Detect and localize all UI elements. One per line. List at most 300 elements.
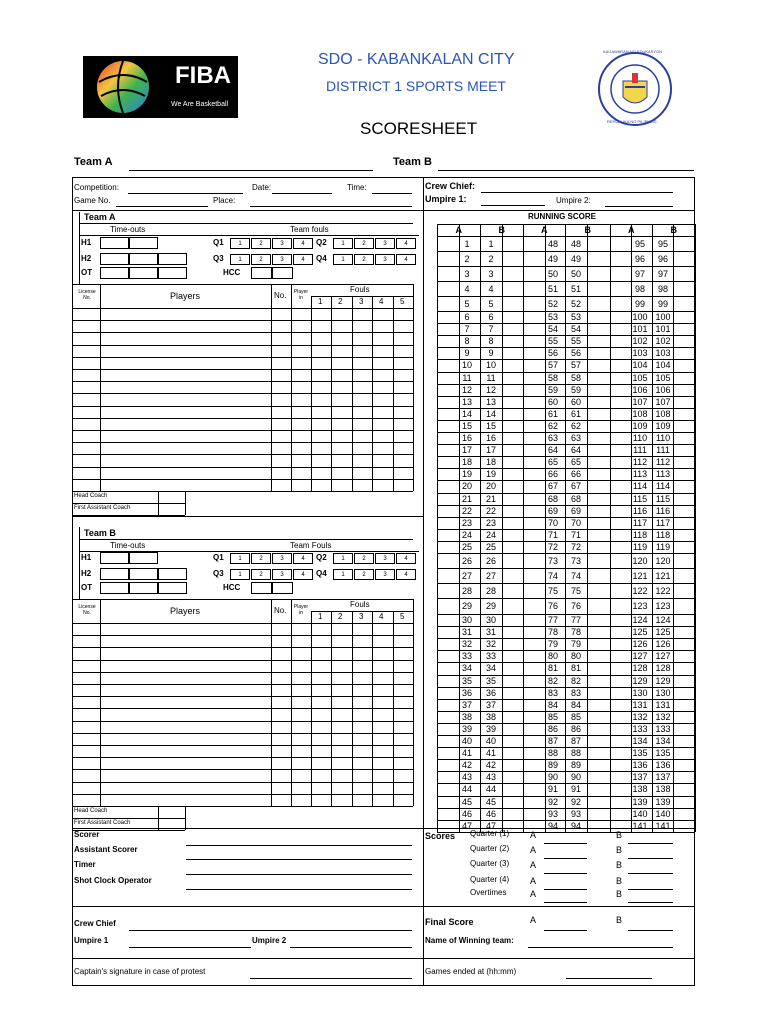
team-b-player-name-cell[interactable] (100, 769, 271, 781)
running-score-number-b[interactable]: 121 (655, 570, 671, 581)
running-score-number-b[interactable]: 6 (488, 312, 494, 323)
running-score-number-b[interactable]: 113 (655, 469, 671, 480)
running-score-number-b[interactable]: 19 (485, 469, 496, 480)
running-score-number-a[interactable]: 66 (547, 469, 558, 480)
running-score-number-a[interactable]: 56 (547, 348, 558, 359)
running-score-number-a[interactable]: 92 (547, 796, 558, 807)
team-b-player-name-cell[interactable] (100, 647, 271, 659)
final-score-a-field[interactable] (544, 930, 587, 931)
running-score-number-b[interactable]: 62 (570, 420, 581, 431)
running-score-number-b[interactable]: 58 (570, 372, 581, 383)
team-b-player-name-cell[interactable] (100, 733, 271, 745)
team-b-player-name-cell[interactable] (100, 745, 271, 757)
running-score-number-b[interactable]: 83 (570, 687, 581, 698)
team-a-q3-foul-box[interactable]: 2 (251, 254, 271, 265)
running-score-number-a[interactable]: 136 (632, 760, 648, 771)
running-score-number-a[interactable]: 41 (461, 748, 472, 759)
running-score-number-a[interactable]: 115 (632, 493, 648, 504)
running-score-number-a[interactable]: 42 (461, 760, 472, 771)
running-score-number-b[interactable]: 89 (570, 760, 581, 771)
team-a-q4-foul-box[interactable]: 3 (375, 254, 395, 265)
team-b-q3-foul-box[interactable]: 2 (251, 569, 271, 580)
running-score-number-a[interactable]: 113 (632, 469, 648, 480)
running-score-number-b[interactable]: 15 (485, 420, 496, 431)
running-score-number-b[interactable]: 110 (655, 433, 671, 444)
team-b-name-field[interactable] (438, 170, 694, 171)
running-score-number-a[interactable]: 45 (461, 796, 472, 807)
running-score-number-a[interactable]: 67 (547, 481, 558, 492)
running-score-number-b[interactable]: 38 (485, 711, 496, 722)
running-score-number-a[interactable]: 139 (632, 796, 648, 807)
running-score-number-a[interactable]: 44 (461, 784, 472, 795)
running-score-number-a[interactable]: 131 (632, 699, 648, 710)
running-score-number-a[interactable]: 22 (461, 505, 472, 516)
running-score-number-b[interactable]: 84 (570, 699, 581, 710)
umpire1-bottom-field[interactable] (129, 947, 251, 948)
running-score-number-a[interactable]: 3 (464, 268, 470, 279)
running-score-number-b[interactable]: 74 (570, 570, 581, 581)
running-score-number-b[interactable]: 35 (485, 675, 496, 686)
team-a-head-coach-field[interactable] (158, 491, 185, 503)
running-score-number-a[interactable]: 126 (632, 639, 648, 650)
team-b-q4-foul-box[interactable]: 3 (375, 569, 395, 580)
running-score-number-b[interactable]: 17 (485, 445, 496, 456)
team-b-ot-timeout-box[interactable] (100, 582, 129, 594)
running-score-number-a[interactable]: 83 (547, 687, 558, 698)
winning-team-field[interactable] (528, 947, 673, 948)
team-b-player-name-cell[interactable] (100, 757, 271, 769)
running-score-number-b[interactable]: 47 (485, 820, 496, 831)
running-score-number-b[interactable]: 5 (488, 298, 494, 309)
running-score-number-a[interactable]: 19 (461, 469, 472, 480)
running-score-number-a[interactable]: 137 (632, 772, 648, 783)
running-score-number-b[interactable]: 65 (570, 457, 581, 468)
running-score-number-a[interactable]: 39 (461, 723, 472, 734)
running-score-number-b[interactable]: 66 (570, 469, 581, 480)
running-score-number-b[interactable]: 140 (655, 808, 671, 819)
team-a-player-name-cell[interactable] (100, 393, 271, 405)
running-score-number-b[interactable]: 45 (485, 796, 496, 807)
running-score-number-b[interactable]: 51 (570, 283, 581, 294)
team-a-q1-foul-box[interactable]: 1 (230, 238, 250, 249)
running-score-number-b[interactable]: 119 (655, 541, 671, 552)
running-score-number-b[interactable]: 130 (655, 687, 671, 698)
running-score-number-a[interactable]: 98 (634, 283, 645, 294)
running-score-number-b[interactable]: 70 (570, 517, 581, 528)
team-b-player-name-cell[interactable] (100, 721, 271, 733)
running-score-number-a[interactable]: 89 (547, 760, 558, 771)
quarter-a-field[interactable] (544, 902, 587, 903)
team-a-q2-foul-box[interactable]: 1 (333, 238, 353, 249)
captain-signature-field[interactable] (250, 978, 412, 979)
team-a-q2-foul-box[interactable]: 4 (396, 238, 416, 249)
running-score-number-a[interactable]: 90 (547, 772, 558, 783)
running-score-number-a[interactable]: 77 (547, 615, 558, 626)
running-score-number-a[interactable]: 50 (547, 268, 558, 279)
running-score-number-a[interactable]: 8 (464, 336, 470, 347)
team-a-h1-timeout-box[interactable] (129, 237, 158, 249)
running-score-number-b[interactable]: 22 (485, 505, 496, 516)
running-score-number-a[interactable]: 125 (632, 627, 648, 638)
running-score-number-b[interactable]: 102 (655, 336, 671, 347)
running-score-number-a[interactable]: 16 (461, 433, 472, 444)
running-score-number-b[interactable]: 78 (570, 627, 581, 638)
team-a-player-name-cell[interactable] (100, 332, 271, 344)
running-score-number-b[interactable]: 127 (655, 651, 671, 662)
team-b-player-name-cell[interactable] (100, 660, 271, 672)
running-score-number-b[interactable]: 86 (570, 723, 581, 734)
running-score-number-b[interactable]: 92 (570, 796, 581, 807)
running-score-number-a[interactable]: 21 (461, 493, 472, 504)
running-score-number-b[interactable]: 136 (655, 760, 671, 771)
running-score-number-a[interactable]: 132 (632, 711, 648, 722)
running-score-number-a[interactable]: 105 (632, 372, 648, 383)
team-a-q1-foul-box[interactable]: 2 (251, 238, 271, 249)
running-score-number-b[interactable]: 50 (570, 268, 581, 279)
running-score-number-a[interactable]: 69 (547, 505, 558, 516)
running-score-number-a[interactable]: 116 (632, 505, 648, 516)
team-b-q3-foul-box[interactable]: 1 (230, 569, 250, 580)
team-a-player-name-cell[interactable] (100, 430, 271, 442)
running-score-number-a[interactable]: 99 (634, 298, 645, 309)
team-a-player-name-cell[interactable] (100, 369, 271, 381)
running-score-number-b[interactable]: 11 (486, 372, 496, 383)
running-score-number-b[interactable]: 98 (657, 283, 668, 294)
running-score-number-b[interactable]: 69 (570, 505, 581, 516)
running-score-number-a[interactable]: 26 (461, 555, 472, 566)
team-a-player-name-cell[interactable] (100, 479, 271, 491)
running-score-number-b[interactable]: 107 (655, 396, 671, 407)
running-score-number-a[interactable]: 71 (547, 529, 558, 540)
running-score-number-b[interactable]: 55 (570, 336, 581, 347)
scorer-field[interactable] (186, 845, 412, 846)
running-score-number-a[interactable]: 29 (461, 601, 472, 611)
quarter-a-field[interactable] (544, 889, 587, 890)
running-score-number-a[interactable]: 120 (632, 555, 648, 566)
running-score-number-a[interactable]: 93 (547, 808, 558, 819)
running-score-number-a[interactable]: 15 (461, 420, 472, 431)
running-score-number-a[interactable]: 46 (461, 808, 472, 819)
team-b-ot-timeout-box[interactable] (158, 582, 187, 594)
running-score-number-b[interactable]: 82 (570, 675, 581, 686)
running-score-number-b[interactable]: 76 (570, 601, 581, 611)
running-score-number-a[interactable]: 86 (547, 723, 558, 734)
running-score-number-b[interactable]: 16 (485, 433, 496, 444)
running-score-number-a[interactable]: 97 (634, 268, 645, 279)
team-a-player-name-cell[interactable] (100, 406, 271, 418)
team-b-hcc-box[interactable] (251, 582, 272, 594)
running-score-number-a[interactable]: 14 (461, 408, 472, 419)
running-score-number-a[interactable]: 37 (461, 699, 472, 710)
running-score-number-b[interactable]: 101 (655, 324, 671, 335)
team-b-h2-timeout-box[interactable] (100, 568, 129, 580)
team-a-h2-timeout-box[interactable] (158, 253, 187, 265)
running-score-number-b[interactable]: 9 (488, 348, 494, 359)
running-score-number-a[interactable]: 101 (632, 324, 648, 335)
running-score-number-b[interactable]: 125 (655, 627, 671, 638)
running-score-number-b[interactable]: 105 (655, 372, 671, 383)
team-a-hcc-box[interactable] (272, 267, 293, 279)
running-score-number-a[interactable]: 118 (632, 529, 648, 540)
team-a-hcc-box[interactable] (251, 267, 272, 279)
team-a-h1-timeout-box[interactable] (100, 237, 129, 249)
running-score-number-b[interactable]: 33 (485, 651, 496, 662)
crew-chief-field[interactable] (481, 192, 673, 193)
assistant-scorer-field[interactable] (186, 859, 412, 860)
running-score-number-a[interactable]: 104 (632, 360, 648, 371)
running-score-number-b[interactable]: 64 (570, 445, 581, 456)
team-b-player-name-cell[interactable] (100, 684, 271, 696)
running-score-number-a[interactable]: 88 (547, 748, 558, 759)
running-score-number-a[interactable]: 33 (461, 651, 472, 662)
team-a-assistant-coach-field[interactable] (158, 503, 185, 515)
running-score-number-a[interactable]: 112 (632, 457, 648, 468)
running-score-number-a[interactable]: 61 (547, 408, 558, 419)
running-score-number-a[interactable]: 82 (547, 675, 558, 686)
running-score-number-a[interactable]: 95 (634, 238, 645, 249)
running-score-number-a[interactable]: 74 (547, 570, 558, 581)
running-score-number-b[interactable]: 68 (570, 493, 581, 504)
running-score-number-a[interactable]: 35 (461, 675, 472, 686)
running-score-number-b[interactable]: 49 (570, 253, 581, 264)
place-field[interactable] (250, 206, 412, 207)
quarter-b-field[interactable] (628, 873, 673, 874)
running-score-number-b[interactable]: 124 (655, 615, 671, 626)
running-score-number-b[interactable]: 73 (570, 555, 581, 566)
running-score-number-b[interactable]: 23 (485, 517, 496, 528)
running-score-number-b[interactable]: 93 (570, 808, 581, 819)
running-score-number-b[interactable]: 39 (485, 723, 496, 734)
running-score-number-b[interactable]: 80 (570, 651, 581, 662)
team-b-player-name-cell[interactable] (100, 672, 271, 684)
team-a-ot-timeout-box[interactable] (100, 267, 129, 279)
running-score-number-a[interactable]: 2 (464, 253, 470, 264)
team-a-player-name-cell[interactable] (100, 320, 271, 332)
running-score-number-a[interactable]: 20 (461, 481, 472, 492)
running-score-number-a[interactable]: 103 (632, 348, 648, 359)
running-score-number-a[interactable]: 76 (547, 601, 558, 611)
running-score-number-b[interactable]: 43 (485, 772, 496, 783)
running-score-number-b[interactable]: 132 (655, 711, 671, 722)
running-score-number-a[interactable]: 47 (461, 820, 472, 831)
running-score-number-b[interactable]: 42 (485, 760, 496, 771)
running-score-number-b[interactable]: 31 (485, 627, 496, 638)
running-score-number-a[interactable]: 40 (461, 736, 472, 747)
running-score-number-b[interactable]: 123 (655, 601, 671, 611)
running-score-number-a[interactable]: 94 (547, 820, 558, 831)
running-score-number-b[interactable]: 120 (655, 555, 671, 566)
team-b-player-name-cell[interactable] (100, 708, 271, 720)
running-score-number-b[interactable]: 44 (485, 784, 496, 795)
running-score-number-a[interactable]: 72 (547, 541, 558, 552)
running-score-number-b[interactable]: 18 (485, 457, 496, 468)
team-b-head-coach-field[interactable] (158, 806, 185, 818)
running-score-number-a[interactable]: 102 (632, 336, 648, 347)
running-score-number-a[interactable]: 130 (632, 687, 648, 698)
crew-chief-bottom-field[interactable] (129, 930, 412, 931)
running-score-number-b[interactable]: 14 (485, 408, 496, 419)
running-score-number-b[interactable]: 87 (570, 736, 581, 747)
running-score-number-a[interactable]: 96 (634, 253, 645, 264)
running-score-number-b[interactable]: 88 (570, 748, 581, 759)
running-score-number-a[interactable]: 135 (632, 748, 648, 759)
team-a-q3-foul-box[interactable]: 3 (272, 254, 292, 265)
running-score-number-b[interactable]: 7 (488, 324, 494, 335)
running-score-number-b[interactable]: 122 (655, 585, 671, 596)
running-score-number-b[interactable]: 67 (570, 481, 581, 492)
running-score-number-b[interactable]: 139 (655, 796, 671, 807)
running-score-number-a[interactable]: 133 (632, 723, 648, 734)
running-score-number-a[interactable]: 117 (632, 517, 648, 528)
running-score-number-a[interactable]: 53 (547, 312, 558, 323)
running-score-number-a[interactable]: 62 (547, 420, 558, 431)
team-b-q1-foul-box[interactable]: 4 (293, 553, 313, 564)
quarter-b-field[interactable] (628, 902, 673, 903)
running-score-number-b[interactable]: 63 (570, 433, 581, 444)
running-score-number-b[interactable]: 128 (655, 663, 671, 674)
quarter-a-field[interactable] (544, 873, 587, 874)
running-score-number-a[interactable]: 31 (461, 627, 472, 638)
team-b-q2-foul-box[interactable]: 4 (396, 553, 416, 564)
team-a-q4-foul-box[interactable]: 1 (333, 254, 353, 265)
running-score-number-a[interactable]: 91 (547, 784, 558, 795)
running-score-number-b[interactable]: 61 (570, 408, 581, 419)
team-a-player-name-cell[interactable] (100, 357, 271, 369)
running-score-number-b[interactable]: 24 (485, 529, 496, 540)
team-b-q4-foul-box[interactable]: 2 (354, 569, 374, 580)
running-score-number-a[interactable]: 75 (547, 585, 558, 596)
running-score-number-a[interactable]: 134 (632, 736, 648, 747)
team-b-q2-foul-box[interactable]: 2 (354, 553, 374, 564)
running-score-number-b[interactable]: 71 (570, 529, 581, 540)
running-score-number-a[interactable]: 4 (464, 283, 470, 294)
running-score-number-b[interactable]: 46 (485, 808, 496, 819)
team-b-player-name-cell[interactable] (100, 623, 271, 635)
running-score-number-b[interactable]: 21 (485, 493, 496, 504)
running-score-number-b[interactable]: 54 (570, 324, 581, 335)
team-b-q3-foul-box[interactable]: 3 (272, 569, 292, 580)
team-b-q2-foul-box[interactable]: 3 (375, 553, 395, 564)
running-score-number-b[interactable]: 72 (570, 541, 581, 552)
team-a-q3-foul-box[interactable]: 4 (293, 254, 313, 265)
running-score-number-b[interactable]: 95 (657, 238, 668, 249)
team-a-ot-timeout-box[interactable] (129, 267, 158, 279)
running-score-number-b[interactable]: 4 (488, 283, 494, 294)
running-score-number-a[interactable]: 121 (632, 570, 648, 581)
running-score-number-a[interactable]: 84 (547, 699, 558, 710)
team-b-q3-foul-box[interactable]: 4 (293, 569, 313, 580)
running-score-number-a[interactable]: 107 (632, 396, 648, 407)
running-score-number-a[interactable]: 48 (547, 238, 558, 249)
team-a-player-name-cell[interactable] (100, 345, 271, 357)
running-score-number-b[interactable]: 26 (485, 555, 496, 566)
running-score-number-b[interactable]: 29 (485, 601, 496, 611)
running-score-number-a[interactable]: 68 (547, 493, 558, 504)
running-score-number-b[interactable]: 57 (570, 360, 581, 371)
running-score-number-b[interactable]: 53 (570, 312, 581, 323)
team-b-player-name-cell[interactable] (100, 782, 271, 794)
team-b-q4-foul-box[interactable]: 4 (396, 569, 416, 580)
running-score-number-b[interactable]: 94 (570, 820, 581, 831)
running-score-number-b[interactable]: 25 (485, 541, 496, 552)
running-score-number-b[interactable]: 126 (655, 639, 671, 650)
running-score-number-b[interactable]: 13 (485, 396, 496, 407)
running-score-number-a[interactable]: 123 (632, 601, 648, 611)
running-score-number-b[interactable]: 135 (655, 748, 671, 759)
running-score-number-a[interactable]: 109 (632, 420, 648, 431)
time-field[interactable] (372, 193, 412, 194)
running-score-number-b[interactable]: 41 (485, 748, 496, 759)
running-score-number-b[interactable]: 77 (570, 615, 581, 626)
running-score-number-a[interactable]: 100 (632, 312, 648, 323)
team-b-q1-foul-box[interactable]: 3 (272, 553, 292, 564)
running-score-number-b[interactable]: 96 (657, 253, 668, 264)
shot-clock-operator-field[interactable] (186, 889, 412, 890)
running-score-number-b[interactable]: 1 (488, 238, 494, 249)
timer-field[interactable] (186, 874, 412, 875)
running-score-number-b[interactable]: 56 (570, 348, 581, 359)
team-b-q4-foul-box[interactable]: 1 (333, 569, 353, 580)
running-score-number-a[interactable]: 128 (632, 663, 648, 674)
team-a-player-name-cell[interactable] (100, 418, 271, 430)
quarter-b-field[interactable] (628, 889, 673, 890)
running-score-number-b[interactable]: 34 (485, 663, 496, 674)
running-score-number-b[interactable]: 20 (485, 481, 496, 492)
team-b-ot-timeout-box[interactable] (129, 582, 158, 594)
quarter-a-field[interactable] (544, 858, 587, 859)
running-score-number-a[interactable]: 30 (461, 615, 472, 626)
running-score-number-a[interactable]: 32 (461, 639, 472, 650)
running-score-number-a[interactable]: 27 (461, 570, 472, 581)
quarter-a-field[interactable] (544, 843, 587, 844)
running-score-number-a[interactable]: 138 (632, 784, 648, 795)
team-b-q1-foul-box[interactable]: 2 (251, 553, 271, 564)
running-score-number-b[interactable]: 117 (655, 517, 671, 528)
running-score-number-a[interactable]: 54 (547, 324, 558, 335)
team-a-player-name-cell[interactable] (100, 454, 271, 466)
running-score-number-b[interactable]: 131 (655, 699, 671, 710)
team-a-player-name-cell[interactable] (100, 381, 271, 393)
running-score-number-a[interactable]: 25 (461, 541, 472, 552)
team-b-player-name-cell[interactable] (100, 696, 271, 708)
competition-field[interactable] (128, 193, 243, 194)
team-b-player-name-cell[interactable] (100, 635, 271, 647)
running-score-number-a[interactable]: 80 (547, 651, 558, 662)
running-score-number-a[interactable]: 81 (547, 663, 558, 674)
team-a-player-name-cell[interactable] (100, 467, 271, 479)
running-score-number-a[interactable]: 129 (632, 675, 648, 686)
running-score-number-b[interactable]: 60 (570, 396, 581, 407)
running-score-number-a[interactable]: 65 (547, 457, 558, 468)
running-score-number-a[interactable]: 7 (464, 324, 470, 335)
running-score-number-a[interactable]: 59 (547, 384, 558, 395)
running-score-number-b[interactable]: 81 (570, 663, 581, 674)
running-score-number-b[interactable]: 40 (485, 736, 496, 747)
running-score-number-b[interactable]: 114 (655, 481, 671, 492)
team-b-h2-timeout-box[interactable] (129, 568, 158, 580)
team-b-q1-foul-box[interactable]: 1 (230, 553, 250, 564)
running-score-number-b[interactable]: 111 (656, 445, 670, 456)
team-a-q4-foul-box[interactable]: 4 (396, 254, 416, 265)
running-score-number-a[interactable]: 11 (462, 372, 472, 383)
running-score-number-a[interactable]: 17 (461, 445, 472, 456)
date-field[interactable] (272, 193, 332, 194)
running-score-number-a[interactable]: 52 (547, 298, 558, 309)
team-a-q1-foul-box[interactable]: 4 (293, 238, 313, 249)
running-score-number-b[interactable]: 52 (570, 298, 581, 309)
running-score-number-a[interactable]: 43 (461, 772, 472, 783)
running-score-number-b[interactable]: 79 (570, 639, 581, 650)
